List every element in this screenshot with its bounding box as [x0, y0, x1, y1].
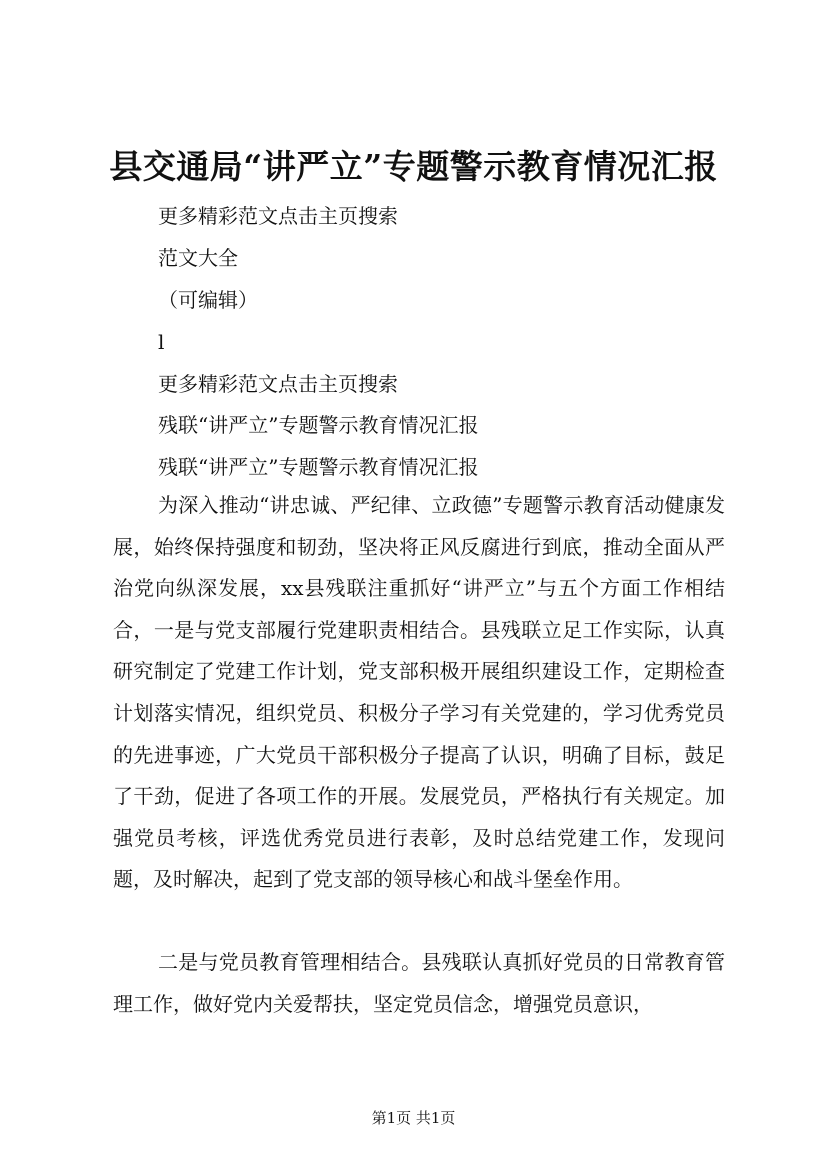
header-line: 范文大全: [158, 246, 238, 270]
body-paragraph: 二是与党员教育管理相结合。县残联认真抓好党员的日常教育管理工作，做好党内关爱帮扶，坚定党员信念，增强党员意识，: [113, 950, 725, 1016]
header-line: 更多精彩范文点击主页搜索: [158, 372, 398, 396]
header-line: 更多精彩范文点击主页搜索: [158, 204, 398, 228]
header-line: （可编辑）: [158, 288, 258, 312]
header-line: l: [158, 330, 165, 354]
header-line: 残联“讲严立”专题警示教育情况汇报: [158, 455, 479, 479]
document-title: 县交通局“讲严立”专题警示教育情况汇报: [109, 147, 718, 186]
body-paragraph: 为深入推动“讲忠诚、严纪律、立政德”专题警示教育活动健康发展，始终保持强度和韧劲，坚决将正风反腐进行到底，推动全面从严治党向纵深发展，xx县残联注重抓好“讲严立”与五个方面工作相结合，一是与党支部履行党建职责相结合。县残联立足工作实际，认真研究制定了党建工作计划，党支部积极开展组织建设工作，定期检查计划落实情况，组织党员、积极分子学习有关党建的，学习优秀党员的先进事迹，广大党员干部积极分子提高了认识，明确了目标，鼓足了干劲，促进了各项工作的开展。发展党员，严格执行有关规定。加强党员考核，评选优秀党员进行表彰，及时总结党建工作，发现问题，及时解决，起到了党支部的领导核心和战斗堡垒作用。: [113, 493, 725, 892]
page-footer: 第1页 共1页: [371, 1109, 456, 1127]
header-line: 残联“讲严立”专题警示教育情况汇报: [158, 413, 479, 437]
